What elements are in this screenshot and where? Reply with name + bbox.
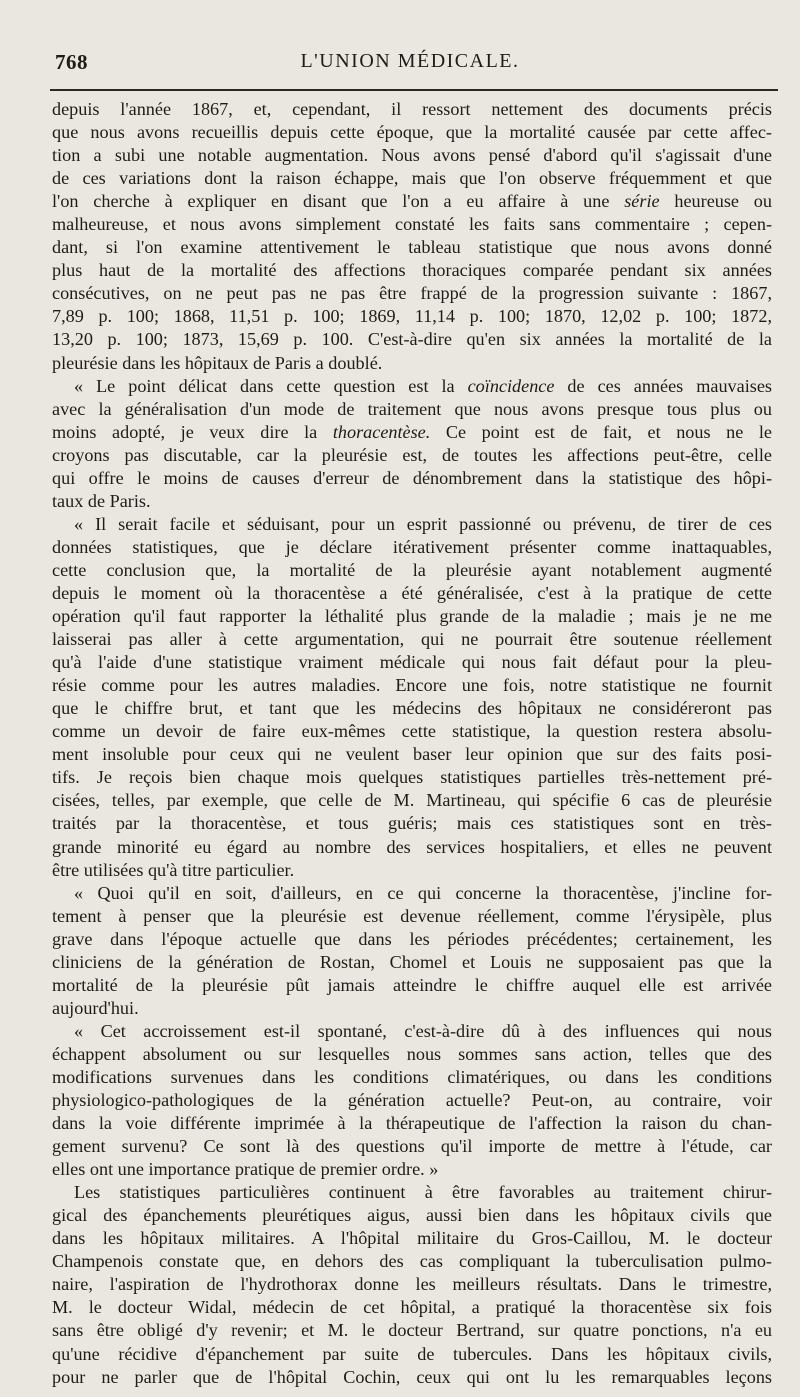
text-line: données statistiques, que je déclare itérativement présenter comme inattaquables, bbox=[52, 536, 772, 557]
text-line: pleurésie dans les hôpitaux de Paris a doublé. bbox=[52, 352, 383, 373]
text-line: ment insoluble pour ceux qui ne veulent baser leur opinion que sur des faits posi- bbox=[52, 744, 772, 765]
text-line: qui offre le moins de causes d'erreur de dénombrement dans la statistique des hôpi- bbox=[52, 467, 772, 488]
text-line: qu'une récidive d'épanchement par suite de tubercules. Dans les hôpitaux civils, bbox=[52, 1343, 772, 1364]
text-line: « Quoi qu'il en soit, d'ailleurs, en ce qui concerne la thoracentèse, j'incline for- bbox=[74, 882, 772, 903]
text-line: tifs. Je reçois bien chaque mois quelques statistiques partielles très-nettement pré- bbox=[52, 767, 772, 788]
text-line: cisées, telles, par exemple, que celle de M. Martineau, qui spécifie 6 cas de pleurésie bbox=[52, 790, 772, 811]
text-line: modifications survenues dans les conditions climatériques, ou dans les conditions bbox=[52, 1066, 772, 1087]
text-line: grave dans l'époque actuelle que dans les périodes précédentes; certainement, les bbox=[52, 928, 772, 949]
text-line: aujourd'hui. bbox=[52, 997, 139, 1018]
text-line: « Le point délicat dans cette question est la coïncidence de ces années mauvaises bbox=[74, 375, 772, 396]
running-head: L'UNION MÉDICALE. bbox=[300, 50, 520, 72]
text-line: moins adopté, je veux dire la thoracentèse. Ce point est de fait, et nous ne le bbox=[52, 421, 772, 442]
text-line: résie comme pour les autres maladies. Encore une fois, notre statistique ne fournit bbox=[52, 675, 772, 696]
text-line: avec la généralisation d'un mode de traitement que nous avons presque tous plus ou bbox=[52, 398, 772, 419]
text-line: laisserai pas aller à cette argumentation, qui ne pourrait être soutenue réellement bbox=[52, 629, 772, 650]
text-line: pour ne parler que de l'hôpital Cochin, ceux qui ont lu les remarquables leçons bbox=[52, 1366, 772, 1387]
text-line: traités par la thoracentèse, et tous guéris; mais ces statistiques sont en très- bbox=[52, 813, 772, 834]
text-line: Les statistiques particulières continuent à être favorables au traitement chirur- bbox=[74, 1182, 772, 1203]
text-line: gement survenu? Ce sont là des questions qu'il importe de mettre à l'étude, car bbox=[52, 1136, 772, 1157]
text-line: elles ont une importance pratique de premier ordre. » bbox=[52, 1159, 439, 1180]
text-line: gical des épanchements pleurétiques aigus, aussi bien dans les hôpitaux civils que bbox=[52, 1205, 772, 1226]
text-line: cliniciens de la génération de Rostan, Chomel et Louis ne supposaient pas que la bbox=[52, 951, 772, 972]
text-line: consécutives, on ne peut pas ne pas être frappé de la progression suivante : 1867, bbox=[52, 283, 772, 304]
page-number: 768 bbox=[55, 50, 88, 74]
text-line: « Cet accroissement est-il spontané, c'est-à-dire dû à des influences qui nous bbox=[74, 1020, 772, 1041]
text-line: depuis le moment où la thoracentèse a été généralisée, c'est à la pratique de cette bbox=[52, 582, 772, 603]
text-line: tement à penser que la pleurésie est devenue réellement, comme l'érysipèle, plus bbox=[52, 905, 772, 926]
text-line: opération qu'il faut rapporter la léthalité plus grande de la maladie ; mais je ne me bbox=[52, 606, 772, 627]
text-line: 13,20 p. 100; 1873, 15,69 p. 100. C'est-à-dire qu'en six années la mortalité de la bbox=[52, 329, 772, 350]
text-line: depuis l'année 1867, et, cependant, il ressort nettement des documents précis bbox=[52, 99, 772, 119]
text-line: de ces variations dont la raison échappe, mais que l'on observe fréquemment et que bbox=[52, 168, 772, 189]
text-line: sans être obligé d'y revenir; et M. le docteur Bertrand, sur quatre ponctions, n'a eu bbox=[52, 1320, 772, 1341]
text-line: grande minorité eu égard au nombre des services hospitaliers, et elles ne peuvent bbox=[52, 836, 772, 857]
text-line: plus haut de la mortalité des affections thoraciques comparée pendant six années bbox=[52, 260, 772, 281]
text-line: qu'à l'aide d'une statistique vraiment médicale qui nous fait défaut pour la pleu- bbox=[52, 652, 772, 673]
text-line: taux de Paris. bbox=[52, 490, 151, 511]
text-line: échappent absolument ou sur lesquelles nous sommes sans action, telles que des bbox=[52, 1043, 772, 1064]
text-line: naire, l'aspiration de l'hydrothorax donne les meilleurs résultats. Dans le trimestre, bbox=[52, 1274, 772, 1295]
text-line: physiologico-pathologiques de la génération actuelle? Peut-on, au contraire, voir bbox=[52, 1090, 772, 1111]
text-line: dans les hôpitaux militaires. A l'hôpital militaire du Gros-Caillou, M. le docteur bbox=[52, 1228, 772, 1249]
text-line: cette conclusion que, la mortalité de la pleurésie ayant notablement augmenté bbox=[52, 559, 772, 580]
text-line: « Il serait facile et séduisant, pour un esprit passionné ou prévenu, de tirer de ces bbox=[74, 513, 772, 534]
text-line: comme un devoir de faire eux-mêmes cette statistique, la question restera absolu- bbox=[52, 721, 772, 742]
text-line: tion a subi une notable augmentation. Nous avons pensé d'abord qu'il s'agissait d'une bbox=[52, 145, 772, 166]
text-line: l'on cherche à expliquer en disant que l'on a eu affaire à une série heureuse ou bbox=[52, 191, 772, 212]
text-line: que le chiffre brut, et tant que les médecins des hôpitaux ne considéreront pas bbox=[52, 698, 772, 719]
text-line: malheureuse, et nous avons simplement constaté les faits sans commentaire ; cepen- bbox=[52, 214, 772, 235]
text-line: que nous avons recueillis depuis cette époque, que la mortalité causée par cette affec- bbox=[52, 122, 772, 143]
text-line: mortalité de la pleurésie pût jamais atteindre le chiffre auquel elle est arrivée bbox=[52, 974, 772, 995]
text-line: dans la voie différente imprimée à la thérapeutique de l'affection la raison du chan- bbox=[52, 1113, 772, 1134]
text-line: Champenois constate que, en dehors des cas compliquant la tuberculisation pulmo- bbox=[52, 1251, 772, 1272]
text-line: être utilisées qu'à titre particulier. bbox=[52, 859, 295, 880]
header-rule bbox=[50, 89, 778, 91]
text-line: dant, si l'on examine attentivement le tableau statistique que nous avons donné bbox=[52, 237, 772, 258]
text-line: croyons pas discutable, car la pleurésie est, de toutes les affections peut-être, celle bbox=[52, 444, 772, 465]
text-line: M. le docteur Widal, médecin de cet hôpital, a pratiqué la thoracentèse six fois bbox=[52, 1297, 772, 1318]
page-header bbox=[50, 50, 770, 80]
body-text bbox=[52, 98, 772, 1389]
text-line: 7,89 p. 100; 1868, 11,51 p. 100; 1869, 11,14 p. 100; 1870, 12,02 p. 100; 1872, bbox=[52, 306, 772, 327]
